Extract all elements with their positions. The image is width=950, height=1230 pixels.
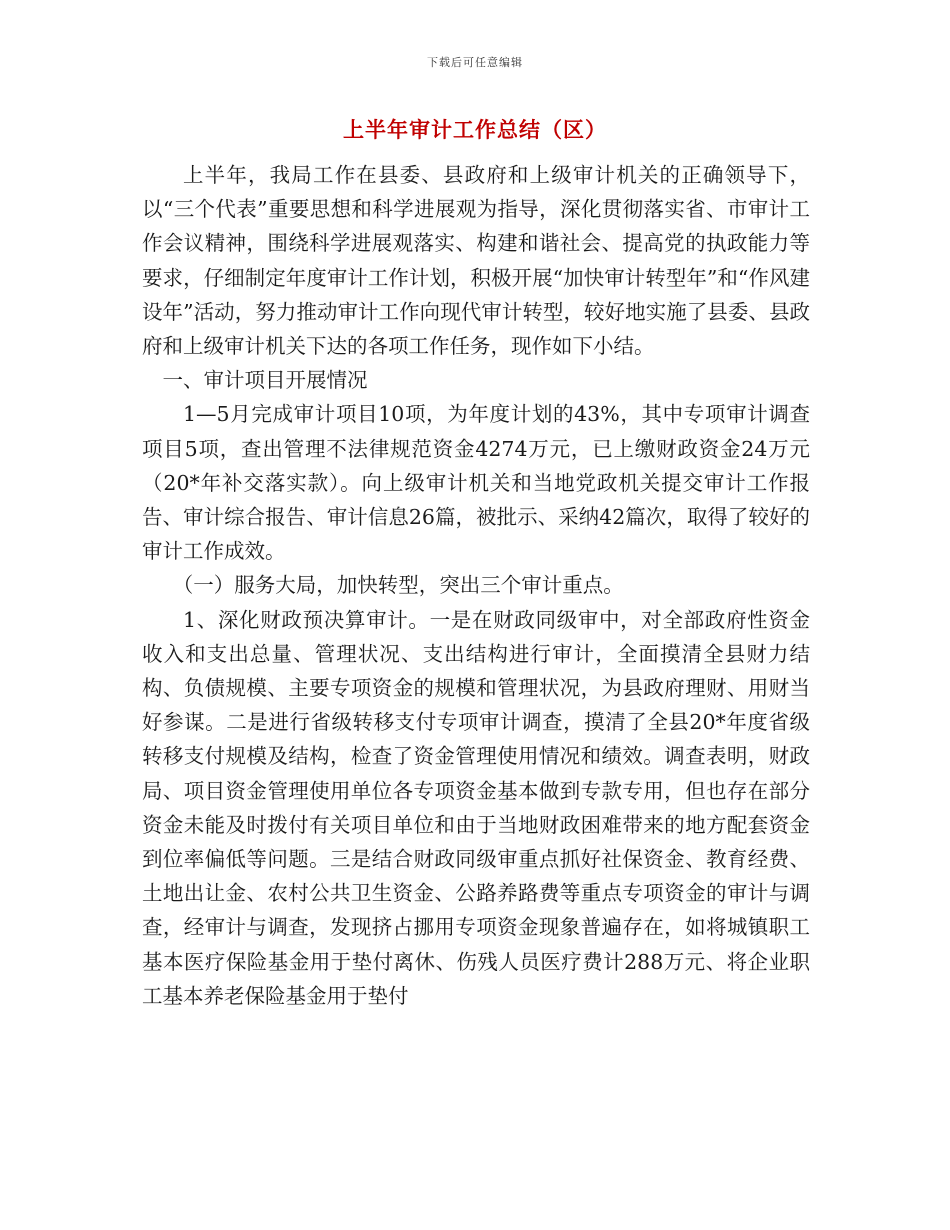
document-title: 上半年审计工作总结（区） — [343, 118, 607, 142]
document-body — [142, 158, 810, 1013]
header-note: 下载后可任意编辑 — [427, 56, 523, 69]
paragraph-intro: 上半年，我局工作在县委、县政府和上级审计机关的正确领导下，以“三个代表”重要思想和科学进展观为指导，深化贯彻落实省、市审计工作会议精神，围绕科学进展观落实、构建和谐社会、提高党的执政能力等要求，仔细制定年度审计工作计划，积极开展“加快审计转型年”和“作风建设年”活动，努力推动审计工作向现代审计转型，较好地实施了县委、县政府和上级审计机关下达的各项工作任务，现作如下小结。 — [142, 163, 810, 359]
section-heading-audit-projects: 一、审计项目开展情况 — [162, 368, 368, 393]
paragraph-fiscal-audit: 1、深化财政预决算审计。一是在财政同级审中，对全部政府性资金收入和支出总量、管理状况、支出结构进行审计，全面摸清全县财力结构、负债规模、主要专项资金的规模和管理状况，为县政府理财、用财当好参谋。二是进行省级转移支付专项审计调查，摸清了全县20*年度省级转移支付规模及结构，检查了资金管理使用情况和绩效。调查表明，财政局、项目资金管理使用单位各专项资金基本做到专款专用，但也存在部分资金未能及时拨付有关项目单位和由于当地财政困难带来的地方配套资金到位率偏低等问题。三是结合财政同级审重点抓好社保资金、教育经费、土地出让金、农村公共卫生资金、公路养路费等重点专项资金的审计与调查，经审计与调查，发现挤占挪用专项资金现象普遍存在，如将城镇职工基本医疗保险基金用于垫付离休、伤残人员医疗费计288万元、将企业职工基本养老保险基金用于垫付 — [142, 607, 810, 1008]
paragraph-project-summary: 1—5月完成审计项目10项，为年度计划的43%，其中专项审计调查项目5项，查出管理不法律规范资金4274万元，已上缴财政资金24万元（20*年补交落实款）。向上级审计机关和当地党政机关提交审计工作报告、审计综合报告、审计信息26篇，被批示、采纳42篇次，取得了较好的审计工作成效。 — [142, 402, 810, 564]
subsection-heading-serve-overall: （一）服务大局，加快转型，突出三个审计重点。 — [172, 573, 624, 598]
